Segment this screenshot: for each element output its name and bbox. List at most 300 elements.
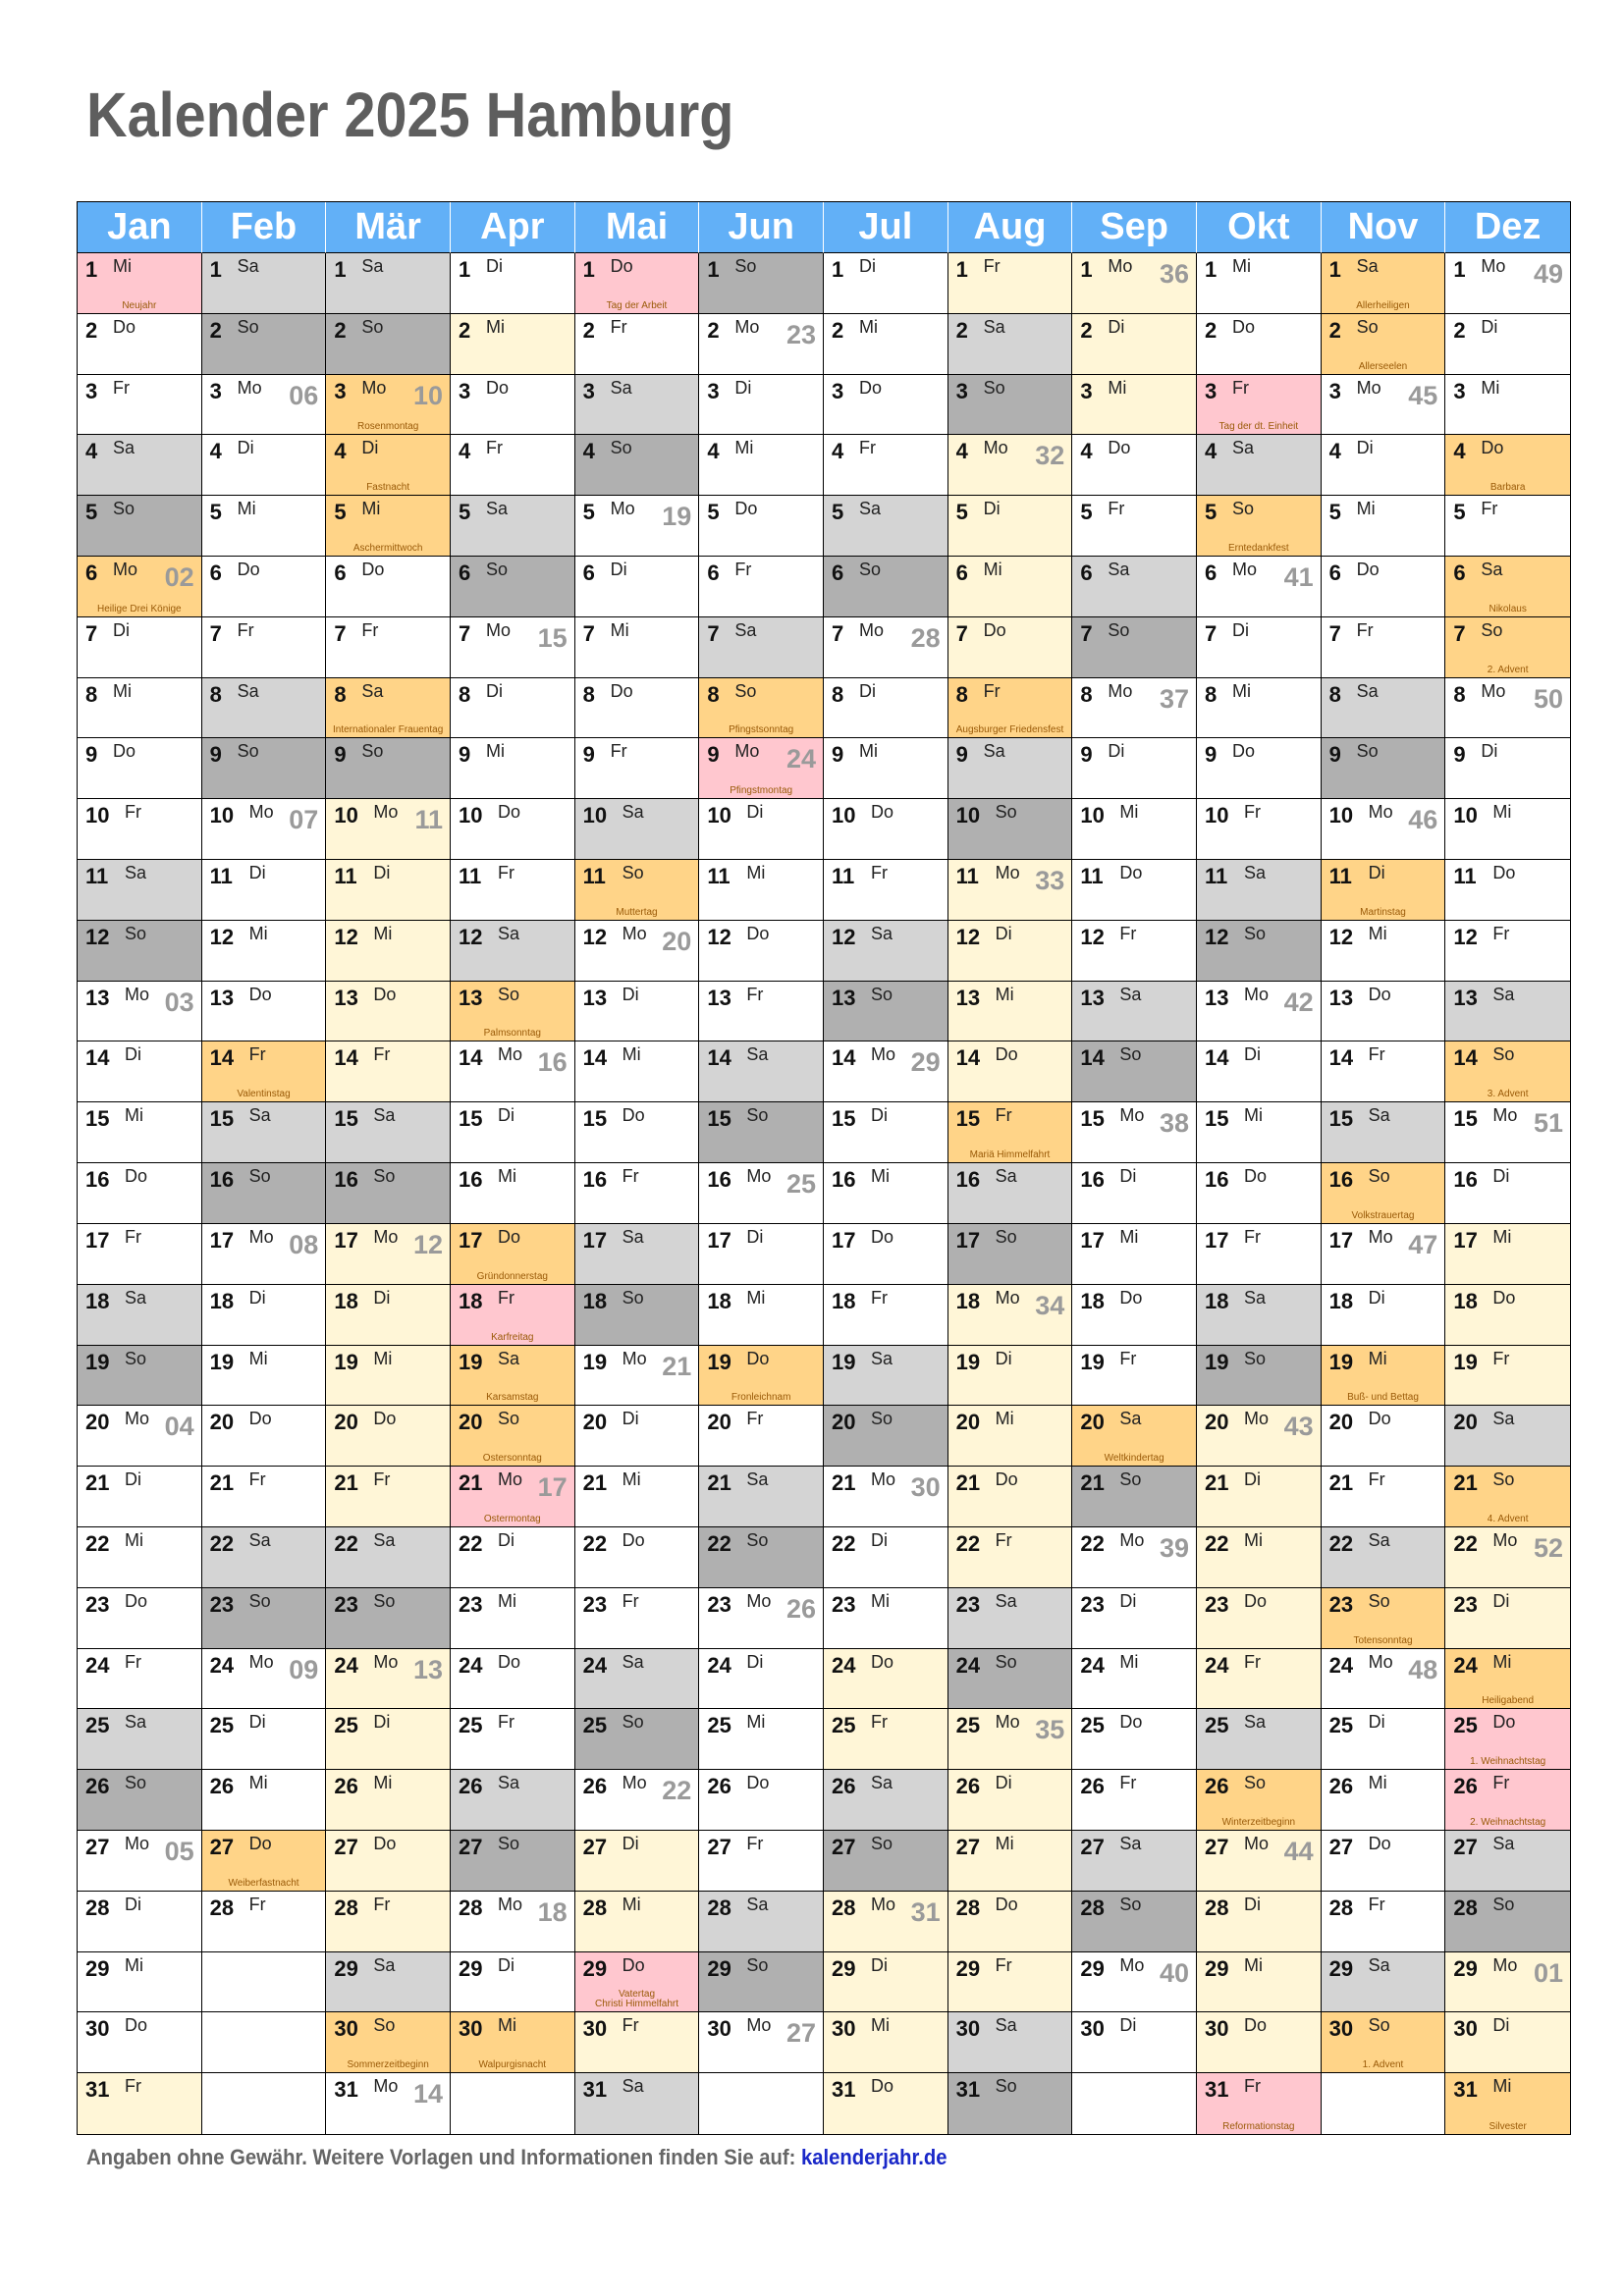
day-cell — [326, 1406, 451, 1467]
day-number: 8 — [707, 681, 720, 707]
weekday-label: Do — [125, 2015, 148, 2036]
day-cell — [1072, 678, 1197, 739]
day-number: 16 — [582, 1167, 608, 1193]
day-cell — [824, 1649, 948, 1710]
day-cell — [1197, 1952, 1322, 2013]
weekday-label: Sa — [746, 1894, 769, 1914]
week-number: 47 — [1408, 1229, 1438, 1259]
day-cell — [948, 314, 1073, 375]
day-cell — [1197, 738, 1322, 799]
weekday-label: Mo — [1356, 377, 1381, 398]
weekday-label: So — [373, 2015, 396, 2036]
weekday-label: Mi — [497, 1166, 516, 1187]
day-cell — [824, 1892, 948, 1952]
day-number: 15 — [85, 1106, 110, 1132]
weekday-label: Di — [497, 1105, 514, 1126]
day-cell — [78, 1952, 202, 2013]
weekday-label: So — [497, 1833, 520, 1853]
day-cell — [1445, 1163, 1570, 1224]
day-number: 31 — [85, 2077, 110, 2103]
weekday-label: So — [125, 923, 147, 943]
day-cell — [575, 1770, 700, 1831]
day-cell — [948, 1346, 1073, 1407]
weekday-label: Mo — [622, 1348, 647, 1368]
weekday-label: Sa — [1356, 256, 1379, 276]
footer-link[interactable]: kalenderjahr.de — [800, 2145, 947, 2169]
day-number: 23 — [955, 1591, 981, 1617]
day-cell — [202, 1346, 327, 1407]
day-number: 10 — [209, 803, 235, 828]
day-number: 21 — [1204, 1470, 1229, 1496]
day-number: 11 — [209, 864, 233, 889]
day-cell — [575, 799, 700, 860]
day-number: 17 — [334, 1227, 358, 1253]
weekday-label: Fr — [870, 863, 888, 883]
week-number: 22 — [662, 1776, 692, 1806]
day-number: 27 — [209, 1834, 235, 1859]
weekday-label: Sa — [870, 1348, 893, 1368]
day-cell — [699, 1709, 824, 1770]
weekday-label: Sa — [361, 256, 384, 276]
day-cell — [326, 1285, 451, 1346]
day-number: 25 — [458, 1713, 483, 1738]
week-number: 13 — [412, 1654, 443, 1684]
day-cell — [948, 2073, 1073, 2134]
weekday-label: Mi — [373, 923, 393, 943]
day-cell — [1072, 921, 1197, 982]
event-label: Ostersonntag — [482, 1453, 542, 1465]
day-cell — [1072, 617, 1197, 678]
weekday-label: Sa — [497, 1773, 520, 1793]
weekday-label: Di — [1119, 2015, 1137, 2036]
day-number: 10 — [1328, 803, 1354, 828]
weekday-label: So — [248, 1590, 271, 1611]
day-cell — [575, 557, 700, 617]
day-number: 24 — [334, 1652, 358, 1678]
day-number: 29 — [1204, 1955, 1229, 1981]
day-cell — [824, 1224, 948, 1285]
day-number: 22 — [1080, 1530, 1105, 1556]
weekday-label: Mi — [1243, 1105, 1263, 1126]
day-number: 2 — [707, 317, 720, 343]
week-number: 42 — [1283, 987, 1314, 1017]
weekday-label: Di — [746, 1226, 764, 1247]
event-label: Allerheiligen — [1356, 299, 1410, 311]
weekday-label: Fr — [995, 1105, 1012, 1126]
weekday-label: Fr — [125, 2076, 141, 2097]
day-cell — [824, 1102, 948, 1163]
day-number: 18 — [955, 1288, 981, 1313]
day-number: 25 — [582, 1713, 608, 1738]
weekday-label: Do — [248, 1409, 272, 1429]
day-number: 4 — [582, 439, 595, 464]
day-number: 20 — [209, 1410, 235, 1435]
day-number: 19 — [1453, 1349, 1478, 1374]
weekday-label: Mo — [870, 1469, 895, 1490]
weekday-label: Sa — [1368, 1529, 1390, 1550]
day-number: 3 — [334, 378, 347, 403]
weekday-label: Di — [1368, 863, 1385, 883]
day-cell — [1322, 253, 1446, 314]
day-cell — [1197, 799, 1322, 860]
day-number: 19 — [831, 1349, 856, 1374]
day-cell — [1445, 1102, 1570, 1163]
weekday-label: Fr — [248, 1469, 266, 1490]
day-number: 27 — [1453, 1834, 1478, 1859]
weekday-label: Fr — [1492, 1773, 1510, 1793]
weekday-label: Mi — [1231, 256, 1251, 276]
weekday-label: Sa — [125, 1287, 147, 1308]
day-cell — [202, 1649, 327, 1710]
week-number: 36 — [1159, 259, 1189, 289]
weekday-label: Mo — [1492, 1105, 1518, 1126]
weekday-label: Mo — [1119, 1529, 1145, 1550]
day-cell — [699, 982, 824, 1042]
day-number: 26 — [1328, 1774, 1354, 1799]
day-cell — [575, 1163, 700, 1224]
day-number: 28 — [85, 1895, 110, 1920]
day-cell — [948, 1467, 1073, 1527]
weekday-label: Mo — [373, 1651, 399, 1672]
day-cell — [1197, 1588, 1322, 1649]
day-cell — [699, 1831, 824, 1892]
day-number: 26 — [1453, 1774, 1478, 1799]
day-cell — [1445, 1224, 1570, 1285]
event-label: Weltkindertag — [1104, 1453, 1164, 1465]
day-number: 23 — [85, 1591, 110, 1617]
week-number: 27 — [785, 2018, 816, 2049]
weekday-label: So — [995, 1226, 1017, 1247]
weekday-label: Fr — [746, 984, 764, 1004]
day-number: 1 — [955, 257, 968, 282]
weekday-label: So — [995, 2076, 1017, 2097]
day-cell — [948, 982, 1073, 1042]
weekday-label: So — [1492, 1469, 1515, 1490]
day-cell — [1197, 1770, 1322, 1831]
month-header: Apr — [451, 202, 575, 253]
day-number: 6 — [1204, 561, 1218, 586]
weekday-label: So — [622, 1712, 644, 1733]
day-cell — [1072, 557, 1197, 617]
day-cell — [948, 253, 1073, 314]
week-number: 25 — [785, 1169, 816, 1200]
day-cell — [1072, 2073, 1197, 2134]
weekday-label: So — [1119, 1894, 1142, 1914]
weekday-label: Di — [1108, 741, 1125, 762]
weekday-label: Mi — [622, 1044, 641, 1065]
weekday-label: Sa — [1368, 1954, 1390, 1975]
day-cell — [202, 2073, 327, 2134]
day-cell — [1322, 617, 1446, 678]
weekday-label: Mo — [1108, 256, 1133, 276]
weekday-label: Fr — [361, 619, 379, 640]
day-number: 2 — [209, 317, 222, 343]
day-number: 6 — [1453, 561, 1466, 586]
weekday-label: Mo — [858, 619, 884, 640]
day-number: 4 — [334, 439, 347, 464]
week-number: 51 — [1533, 1108, 1563, 1139]
weekday-label: Mi — [125, 1105, 143, 1126]
day-number: 2 — [1453, 317, 1466, 343]
day-number: 22 — [707, 1530, 731, 1556]
day-number: 3 — [85, 378, 98, 403]
day-number: 12 — [458, 924, 483, 949]
month-header: Jul — [824, 202, 948, 253]
day-number: 13 — [1080, 985, 1105, 1010]
day-cell — [1322, 1467, 1446, 1527]
day-number: 19 — [209, 1349, 235, 1374]
weekday-label: So — [610, 438, 632, 458]
day-number: 29 — [955, 1955, 981, 1981]
day-cell — [78, 496, 202, 557]
week-number: 48 — [1408, 1654, 1438, 1684]
day-cell — [451, 1588, 575, 1649]
day-number: 16 — [955, 1167, 981, 1193]
weekday-label: Mo — [125, 1833, 150, 1853]
day-number: 15 — [707, 1106, 731, 1132]
day-cell — [575, 2073, 700, 2134]
weekday-label: Mo — [1481, 680, 1506, 701]
day-number: 10 — [1080, 803, 1105, 828]
day-cell — [451, 982, 575, 1042]
weekday-label: Do — [1119, 1287, 1143, 1308]
day-cell — [1445, 1346, 1570, 1407]
day-number: 1 — [1328, 257, 1341, 282]
weekday-label: Sa — [995, 1590, 1017, 1611]
weekday-label: So — [622, 863, 644, 883]
day-number: 29 — [85, 1955, 110, 1981]
weekday-label: Do — [746, 1773, 770, 1793]
day-cell — [202, 738, 327, 799]
day-cell — [699, 253, 824, 314]
day-cell — [202, 678, 327, 739]
day-number: 27 — [1204, 1834, 1229, 1859]
weekday-label: Fr — [1119, 1348, 1137, 1368]
weekday-label: Di — [1119, 1166, 1137, 1187]
day-cell — [451, 1406, 575, 1467]
day-cell — [202, 314, 327, 375]
day-number: 19 — [582, 1349, 608, 1374]
day-number: 9 — [707, 742, 720, 768]
day-number: 24 — [582, 1652, 608, 1678]
day-number: 28 — [707, 1895, 731, 1920]
weekday-label: Di — [248, 1287, 266, 1308]
day-cell — [824, 1709, 948, 1770]
day-number: 7 — [1204, 620, 1218, 646]
day-cell — [1322, 799, 1446, 860]
day-number: 12 — [707, 924, 731, 949]
day-number: 18 — [334, 1288, 358, 1313]
weekday-label: Sa — [983, 741, 1005, 762]
day-number: 5 — [707, 500, 720, 525]
day-number: 5 — [831, 500, 844, 525]
day-number: 13 — [582, 985, 608, 1010]
event-label: Nikolaus — [1489, 603, 1527, 614]
day-number: 20 — [334, 1410, 358, 1435]
day-number: 24 — [1080, 1652, 1105, 1678]
weekday-label: So — [1356, 741, 1379, 762]
week-number: 16 — [537, 1047, 568, 1078]
day-cell — [451, 2012, 575, 2073]
day-cell — [948, 1952, 1073, 2013]
day-cell — [1322, 557, 1446, 617]
day-cell — [575, 982, 700, 1042]
day-number: 18 — [85, 1288, 110, 1313]
day-cell — [824, 678, 948, 739]
day-number: 15 — [458, 1106, 483, 1132]
weekday-label: Do — [983, 619, 1006, 640]
day-number: 5 — [85, 500, 98, 525]
day-number: 10 — [334, 803, 358, 828]
day-number: 1 — [458, 257, 471, 282]
day-number: 17 — [209, 1227, 235, 1253]
day-cell — [824, 1163, 948, 1224]
day-cell — [948, 1102, 1073, 1163]
weekday-label: Mi — [1243, 1529, 1263, 1550]
day-cell — [78, 2073, 202, 2134]
day-number: 16 — [85, 1167, 110, 1193]
day-number: 25 — [955, 1713, 981, 1738]
weekday-label: Do — [125, 1166, 148, 1187]
month-header: Sep — [1072, 202, 1197, 253]
day-cell — [824, 1527, 948, 1588]
weekday-label: Fr — [485, 438, 503, 458]
day-cell — [451, 1770, 575, 1831]
day-number: 26 — [582, 1774, 608, 1799]
day-cell — [1322, 860, 1446, 921]
weekday-label: Di — [622, 1409, 639, 1429]
day-cell — [824, 1406, 948, 1467]
weekday-label: Fr — [983, 256, 1001, 276]
day-cell — [1197, 2012, 1322, 2073]
weekday-label: Fr — [995, 1954, 1012, 1975]
day-cell — [948, 738, 1073, 799]
day-cell — [575, 1041, 700, 1102]
weekday-label: So — [1368, 1590, 1390, 1611]
day-number: 12 — [1453, 924, 1478, 949]
weekday-label: Do — [995, 1469, 1018, 1490]
weekday-label: Mo — [746, 2015, 772, 2036]
day-number: 3 — [1080, 378, 1093, 403]
day-number: 10 — [707, 803, 731, 828]
day-number: 2 — [831, 317, 844, 343]
event-label: Fronleichnam — [731, 1392, 791, 1404]
day-cell — [1072, 314, 1197, 375]
day-number: 8 — [334, 681, 347, 707]
day-number: 10 — [582, 803, 608, 828]
day-cell — [1445, 435, 1570, 496]
day-cell — [1445, 1831, 1570, 1892]
day-number: 1 — [1080, 257, 1093, 282]
day-cell — [699, 496, 824, 557]
day-number: 7 — [955, 620, 968, 646]
week-number: 15 — [537, 622, 568, 653]
day-number: 30 — [1080, 2016, 1105, 2042]
day-cell — [78, 1406, 202, 1467]
day-cell — [326, 375, 451, 436]
day-number: 11 — [831, 864, 855, 889]
weekday-label: Di — [1368, 1712, 1385, 1733]
weekday-label: Di — [125, 1894, 141, 1914]
weekday-label: Di — [373, 863, 391, 883]
weekday-label: Fr — [125, 1226, 141, 1247]
weekday-label: Sa — [497, 1348, 520, 1368]
weekday-label: Mi — [1368, 1773, 1387, 1793]
weekday-label: So — [983, 377, 1005, 398]
day-number: 27 — [707, 1834, 731, 1859]
day-cell — [948, 1406, 1073, 1467]
day-number: 4 — [831, 439, 844, 464]
day-number: 31 — [334, 2077, 358, 2103]
day-cell — [78, 738, 202, 799]
day-cell — [575, 617, 700, 678]
weekday-label: So — [1119, 1469, 1142, 1490]
day-number: 5 — [582, 500, 595, 525]
day-number: 5 — [1204, 500, 1218, 525]
day-cell — [451, 253, 575, 314]
weekday-label: Sa — [1356, 680, 1379, 701]
weekday-label: Sa — [113, 438, 135, 458]
day-cell — [824, 557, 948, 617]
day-cell — [1197, 921, 1322, 982]
week-number: 45 — [1408, 380, 1438, 410]
weekday-label: Mi — [1119, 1226, 1139, 1247]
weekday-label: Do — [1108, 438, 1131, 458]
day-number: 13 — [1453, 985, 1478, 1010]
day-cell — [326, 1649, 451, 1710]
day-cell — [1072, 1346, 1197, 1407]
day-number: 6 — [209, 561, 222, 586]
weekday-label: Fr — [995, 1529, 1012, 1550]
day-cell — [1072, 1527, 1197, 1588]
day-number: 17 — [582, 1227, 608, 1253]
event-label: Winterzeitbeginn — [1221, 1816, 1296, 1828]
weekday-label: Di — [610, 560, 627, 580]
weekday-label: Mo — [497, 1044, 522, 1065]
event-label: Palmsonntag — [483, 1028, 541, 1040]
day-cell — [1445, 1649, 1570, 1710]
weekday-label: Do — [622, 1529, 645, 1550]
day-number: 23 — [831, 1591, 856, 1617]
day-cell — [1197, 496, 1322, 557]
weekday-label: Sa — [1108, 560, 1130, 580]
day-number: 16 — [1204, 1167, 1229, 1193]
day-number: 22 — [1453, 1530, 1478, 1556]
day-cell — [699, 1649, 824, 1710]
day-number: 22 — [582, 1530, 608, 1556]
weekday-label: Mi — [485, 741, 505, 762]
day-number: 24 — [831, 1652, 856, 1678]
weekday-label: Di — [361, 438, 379, 458]
day-cell — [326, 982, 451, 1042]
weekday-label: Sa — [1243, 863, 1267, 883]
day-number: 12 — [1080, 924, 1105, 949]
day-number: 12 — [582, 924, 608, 949]
weekday-label: Do — [1231, 316, 1255, 337]
day-number: 4 — [1080, 439, 1093, 464]
day-cell — [1072, 982, 1197, 1042]
day-cell — [78, 982, 202, 1042]
day-cell — [575, 1346, 700, 1407]
weekday-label: Mi — [870, 1166, 890, 1187]
event-note: Vatertag — [618, 1989, 656, 2001]
day-cell — [699, 1952, 824, 2013]
weekday-label: Do — [1243, 1166, 1267, 1187]
event-label: 2. Advent — [1487, 664, 1529, 675]
weekday-label: Sa — [1368, 1105, 1390, 1126]
day-number: 1 — [1453, 257, 1466, 282]
day-number: 11 — [955, 864, 979, 889]
